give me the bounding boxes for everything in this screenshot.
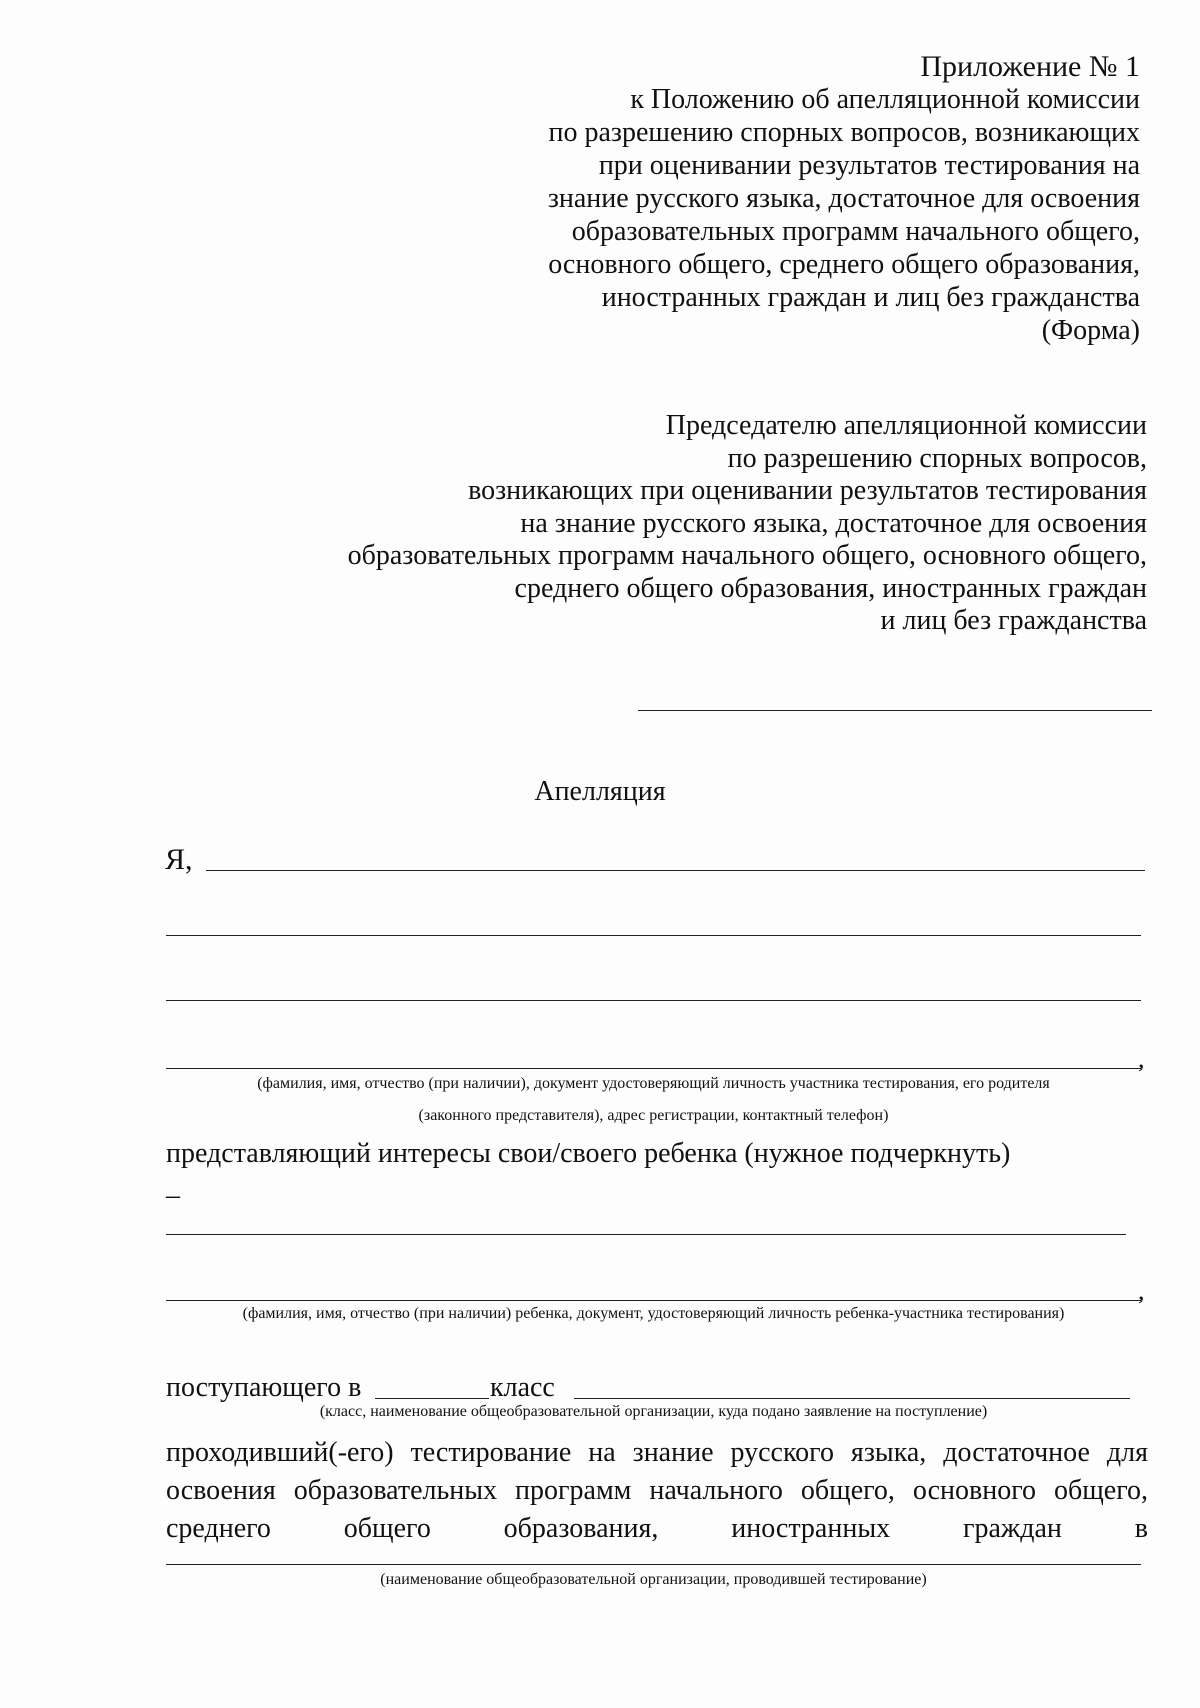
annex-line: по разрешению спорных вопросов, возникающих <box>548 117 1140 148</box>
annex-line: основного общего, среднего общего образования, <box>548 249 1140 280</box>
form-label: (Форма) <box>1041 315 1140 346</box>
child-field-line-2[interactable] <box>166 1300 1141 1301</box>
annex-line: при оценивании результатов тестирования на <box>598 150 1140 181</box>
addressee-line: на знание русского языка, достаточное для освоения <box>520 507 1147 539</box>
annex-header <box>548 50 1140 347</box>
class-field[interactable] <box>375 1398 489 1399</box>
testing-caption: (наименование общеобразовательной организации, проводившей тестирование) <box>380 1571 927 1588</box>
addressee-line: Председателю апелляционной комиссии <box>665 410 1147 441</box>
applicant-field-line-3[interactable] <box>166 1000 1141 1001</box>
addressee-block <box>348 410 1147 638</box>
addressee-line: и лиц без гражданства <box>880 605 1147 636</box>
child-caption: (фамилия, имя, отчество (при наличии) ребенка, документ, удостоверяющий личность ребенка-участника тестирования) <box>242 1305 1065 1322</box>
applicant-caption-line-2: (законного представителя), адрес регистрации, контактный телефон) <box>418 1107 889 1124</box>
class-word: класс <box>490 1372 555 1403</box>
representing-text: представляющий интересы свои/своего ребенка (нужное подчеркнуть) <box>166 1138 1011 1169</box>
testing-line-2: освоения образовательных программ начального общего, основного общего, <box>166 1475 1148 1506</box>
applicant-field-line-1[interactable] <box>206 870 1145 871</box>
admission-prefix: поступающего в <box>166 1372 362 1403</box>
applicant-comma: , <box>1138 1044 1145 1073</box>
school-field[interactable] <box>574 1398 1130 1399</box>
dash: – <box>166 1180 180 1211</box>
annex-line: иностранных граждан и лиц без гражданства <box>601 282 1140 313</box>
annex-line: к Положению об апелляционной комиссии <box>630 84 1140 115</box>
applicant-caption-line-1: (фамилия, имя, отчество (при наличии), документ удостоверяющий личность участника тестирования, его родителя <box>257 1075 1050 1092</box>
child-comma: , <box>1138 1276 1145 1305</box>
addressee-line: по разрешению спорных вопросов, <box>727 442 1147 474</box>
chairman-name-field[interactable] <box>638 710 1152 711</box>
applicant-prefix: Я, <box>165 843 193 876</box>
addressee-line: среднего общего образования, иностранных граждан <box>514 572 1147 604</box>
applicant-field-line-2[interactable] <box>166 935 1141 936</box>
annex-line: знание русского языка, достаточное для освоения <box>547 183 1140 214</box>
document-title: Апелляция <box>534 776 666 807</box>
admission-caption: (класс, наименование общеобразовательной организации, куда подано заявление на поступление) <box>319 1403 988 1420</box>
testing-organization-field[interactable] <box>166 1564 1141 1565</box>
annex-line: образовательных программ начального общего, <box>571 216 1140 247</box>
testing-paragraph <box>166 1434 1148 1548</box>
applicant-field-line-4[interactable] <box>166 1068 1141 1069</box>
testing-line-3: среднего общего образования, иностранных граждан в <box>166 1513 1148 1544</box>
testing-line-1: проходивший(-его) тестирование на знание русского языка, достаточное для <box>166 1437 1148 1468</box>
child-field-line-1[interactable] <box>166 1234 1126 1235</box>
annex-number: Приложение № 1 <box>920 50 1140 83</box>
addressee-line: образовательных программ начального общего, основного общего, <box>347 540 1147 571</box>
addressee-line: возникающих при оценивании результатов тестирования <box>468 475 1147 506</box>
